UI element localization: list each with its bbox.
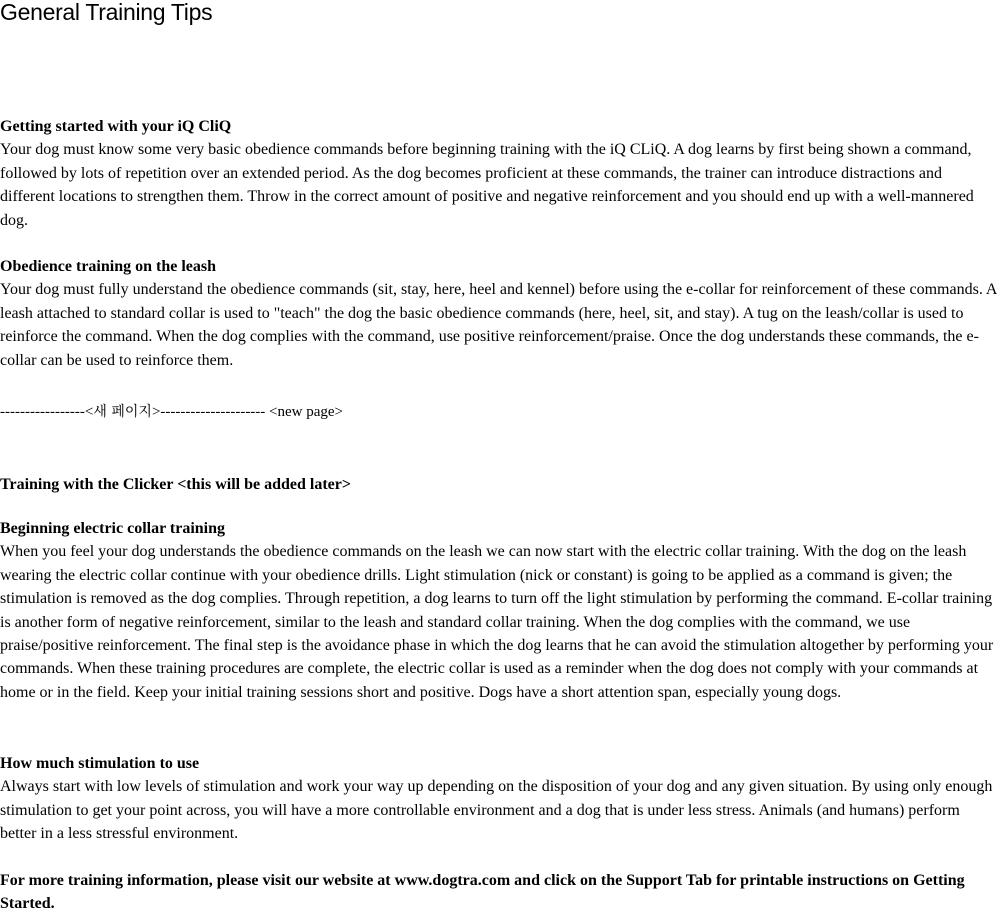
section-leash-training — [0, 255, 997, 372]
section-body: Your dog must know some very basic obedience commands before beginning training with the iQ CLiQ. A dog learns by first being shown a command, followed by lots of repetition over an extended period. As the dog becomes proficient at these commands, the trainer can introduce distractions and different locations to strengthen them. Throw in the correct amount of positive and negative reinforcement and you should end up with a well-mannered dog. — [0, 141, 974, 229]
section-heading: Training with the Clicker <this will be added later> — [0, 476, 351, 493]
page-break-dashes-left: -----------------< — [0, 404, 94, 420]
section-heading: Obedience training on the leash — [0, 258, 217, 275]
section-stimulation — [0, 752, 997, 846]
more-info-text: For more training information, please visit our website at www.dogtra.com and click on the Support Tab for printable instructions on Getting Started. — [0, 872, 965, 913]
section-heading: How much stimulation to use — [0, 755, 200, 772]
section-body: When you feel your dog understands the obedience commands on the leash we can now start with the electric collar training. With the dog on the leash wearing the electric collar continue with your obedience drills. Light stimulation (nick or constant) is going to be applied as a command is given; the stimulation is removed as the dog complies. Through repetition, a dog learns to turn off the light stimulation by performing the command. E-collar training is another form of negative reinforcement, similar to the leash and standard collar training. When the dog complies with the command, we use praise/positive reinforcement. The final step is the avoidance phase in which the dog learns that he can avoid the stimulation altogether by performing your commands. When these training procedures are complete, the electric collar is used as a reminder when the dog does not comply with your commands at home or in the field. Keep your initial training sessions short and positive. Dogs have a short attention span, especially young dogs. — [0, 543, 994, 701]
section-heading: Getting started with your iQ CliQ — [0, 118, 232, 135]
section-body: Always start with low levels of stimulation and work your way up depending on the disposition of your dog and any given situation. By using only enough stimulation to get your point across, you will have a more controllable environment and a dog that is under less stress. Animals (and humans) perform better in a less stressful environment. — [0, 778, 993, 843]
page-break-english-label: <new page> — [269, 404, 344, 420]
section-heading: Beginning electric collar training — [0, 520, 226, 537]
section-electric-collar — [0, 517, 997, 704]
section-more-info — [0, 869, 997, 916]
section-clicker — [0, 473, 997, 496]
page-break-dashes-right: >--------------------- — [151, 404, 270, 420]
page-title: General Training Tips — [0, 0, 213, 25]
section-body: Your dog must fully understand the obedience commands (sit, stay, here, heel and kennel) before using the e-collar for reinforcement of these commands. A leash attached to standard collar is used to "teach" the dog the basic obedience commands (here, heel, sit, and stay). A tug on the leash/collar is used to reinforce the command. When the dog complies with the command, use positive reinforcement/praise. Once the dog understands these commands, the e-collar can be used to reinforce them. — [0, 281, 997, 369]
page-break-korean-label: 새 페이지 — [93, 404, 152, 420]
page-break-marker — [0, 401, 343, 423]
section-getting-started — [0, 115, 997, 232]
